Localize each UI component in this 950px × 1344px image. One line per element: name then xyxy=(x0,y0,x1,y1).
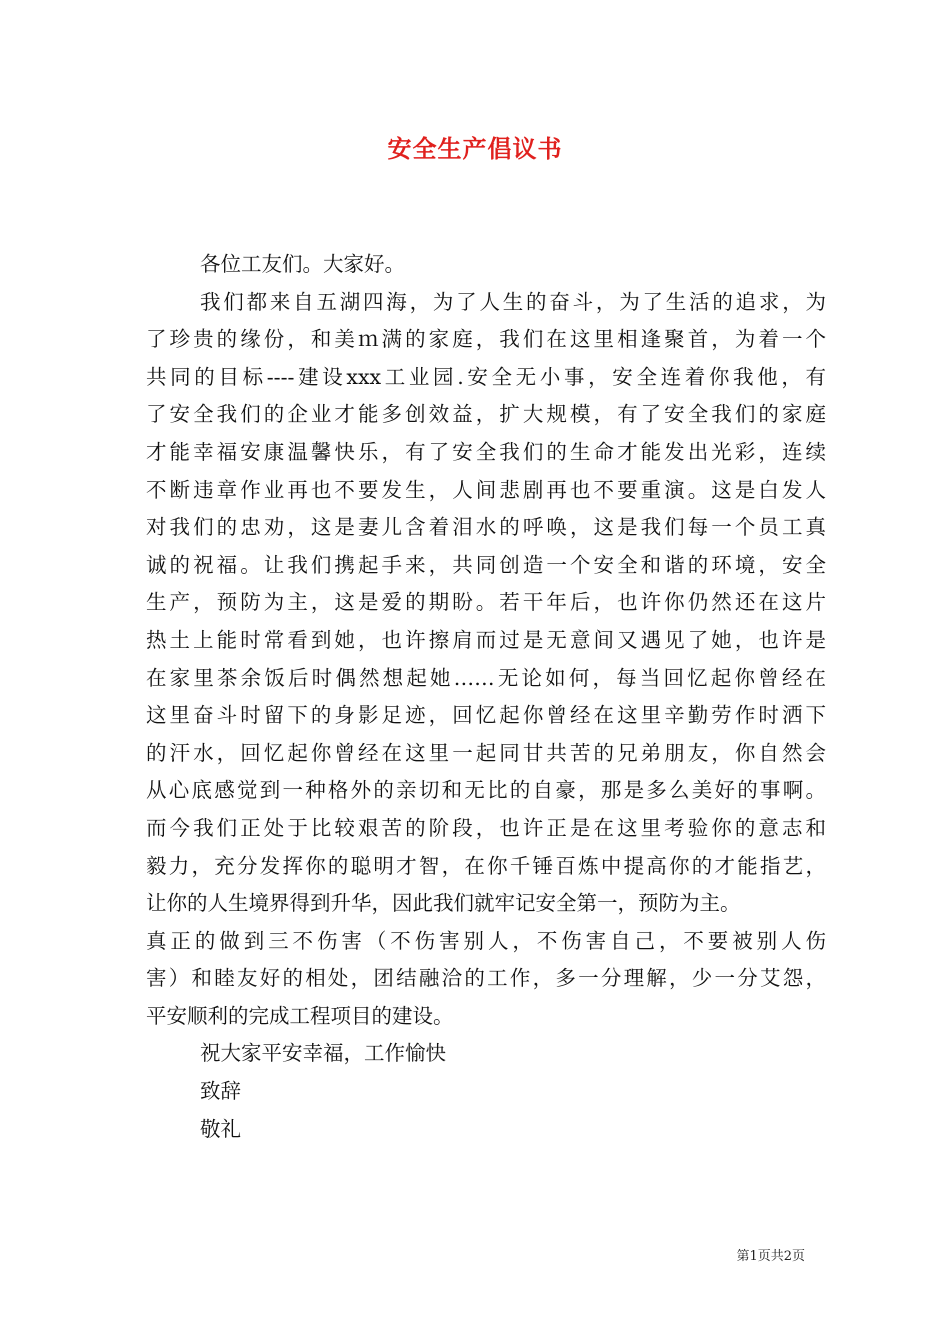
body-line: 我们都来自五湖四海，为了人生的奋斗，为了生活的追求，为 xyxy=(200,289,826,314)
closing-wish: 祝大家平安幸福，工作愉快 xyxy=(200,1041,446,1066)
body-line: 不断违章作业再也不要发生，人间悲剧再也不要重演。这是白发人 xyxy=(146,477,826,502)
closing-speech: 致辞 xyxy=(200,1079,241,1104)
body-line: 真正的做到三不伤害（不伤害别人，不伤害自己，不要被别人伤 xyxy=(146,928,826,953)
body-line: 在家里茶余饭后时偶然想起她……无论如何，每当回忆起你曾经在 xyxy=(146,665,826,690)
body-line: 了珍贵的缘份，和美ｍ满的家庭，我们在这里相逢聚首，为着一个 xyxy=(146,327,826,352)
body-line: 从心底感觉到一种格外的亲切和无比的自豪，那是多么美好的事啊。 xyxy=(146,778,826,803)
document-body xyxy=(146,246,826,1148)
body-line: 才能幸福安康温馨快乐，有了安全我们的生命才能发出光彩，连续 xyxy=(146,439,826,464)
closing-salute: 敬礼 xyxy=(200,1116,241,1141)
document-title: 安全生产倡议书 xyxy=(387,134,563,163)
body-line: 害）和睦友好的相处，团结融洽的工作，多一分理解，少一分艾怨， xyxy=(146,966,826,991)
body-line: 诚的祝福。让我们携起手来，共同创造一个安全和谐的环境，安全 xyxy=(146,552,826,577)
body-line: 平安顺利的完成工程项目的建设。 xyxy=(146,1003,454,1028)
body-line: 对我们的忠劝，这是妻儿含着泪水的呼唤，这是我们每一个员工真 xyxy=(146,515,826,540)
body-line: 毅力，充分发挥你的聪明才智，在你千锤百炼中提高你的才能指艺， xyxy=(146,853,826,878)
page-number: 第1页共2页 xyxy=(736,1249,805,1264)
body-line: 生产，预防为主，这是爱的期盼。若干年后，也许你仍然还在这片 xyxy=(146,590,826,615)
body-line: 了安全我们的企业才能多创效益，扩大规模，有了安全我们的家庭 xyxy=(146,402,826,427)
body-line: 这里奋斗时留下的身影足迹，回忆起你曾经在这里辛勤劳作时洒下 xyxy=(146,703,826,728)
body-line: 共同的目标----建设xxx工业园.安全无小事，安全连着你我他，有 xyxy=(146,364,826,389)
greeting-line: 各位工友们。大家好。 xyxy=(200,252,405,276)
body-line: 让你的人生境界得到升华，因此我们就牢记安全第一，预防为主。 xyxy=(146,891,741,916)
body-line: 的汗水，回忆起你曾经在这里一起同甘共苦的兄弟朋友，你自然会 xyxy=(146,740,826,765)
body-line: 热土上能时常看到她，也许擦肩而过是无意间又遇见了她，也许是 xyxy=(146,627,826,652)
body-line: 而今我们正处于比较艰苦的阶段，也许正是在这里考验你的意志和 xyxy=(146,815,826,840)
